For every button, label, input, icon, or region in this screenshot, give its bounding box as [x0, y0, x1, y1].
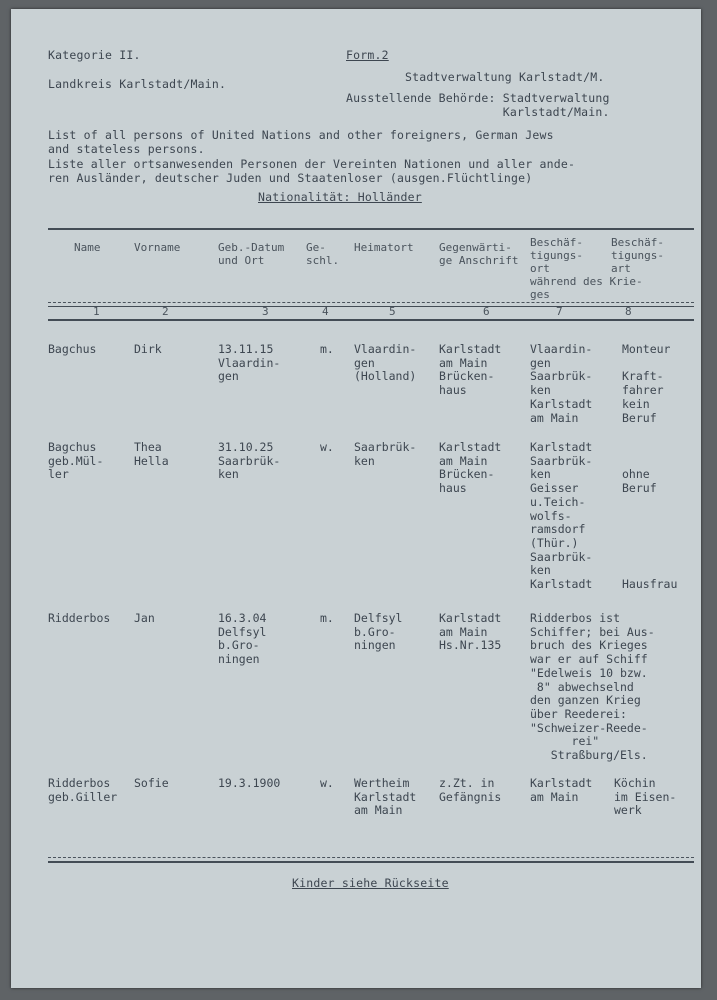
table-row-cell-anschrift: z.Zt. in Gefängnis — [439, 776, 502, 804]
table-row-cell-geburt: 16.3.04 Delfsyl b.Gro- ningen — [218, 611, 267, 667]
table-row-cell-anschrift: Karlstadt am Main Hs.Nr.135 — [439, 611, 502, 653]
intro-german: Liste aller ortsanwesenden Personen der Vereinten Nationen und aller ande- ren Ausländer, deutscher Juden und Staatenloser (ausgen.Flüchtlinge) — [48, 157, 576, 185]
table-row-cell-vorname: Jan — [134, 611, 155, 625]
column-number-3: 3 — [262, 305, 269, 318]
table-top-rule — [48, 228, 694, 230]
table-row-cell-vorname: Dirk — [134, 342, 162, 356]
column-header-heimatort: Heimatort — [354, 241, 414, 254]
column-header-vorname: Vorname — [134, 241, 181, 254]
table-row-cell-beschaeftigungsart: Monteur Kraft- fahrer kein Beruf — [622, 342, 671, 425]
number-row-rule — [48, 319, 694, 321]
nationality-heading: Nationalität: Holländer — [258, 190, 422, 204]
issuing-authority: Ausstellende Behörde: Stadtverwaltung Karlstadt/Main. — [346, 91, 610, 119]
header-rule — [48, 306, 694, 307]
table-row-cell-beschaeftigungsort: Ridderbos ist Schiffer; bei Aus- bruch des Krieges war er auf Schiff "Edelweis 10 bzw. 8" abwechselnd den ganzen Krieg über Reederei: "Schweizer-Reede- rei" Straßburg/Els. — [530, 611, 655, 763]
column-header-beschaeftigungsort: Beschäf- tigungs- ort während des Krie- ges — [530, 236, 643, 301]
table-row-cell-geburt: 19.3.1900 — [218, 776, 281, 790]
column-number-8: 8 — [625, 305, 632, 318]
table-row-cell-geschlecht: w. — [320, 776, 334, 790]
table-row-cell-geschlecht: w. — [320, 440, 334, 454]
table-row-cell-geschlecht: m. — [320, 342, 334, 356]
column-header-name: Name — [74, 241, 101, 254]
header-dashed-rule — [48, 302, 694, 303]
table-row-cell-anschrift: Karlstadt am Main Brücken- haus — [439, 440, 502, 496]
table-row-cell-beschaeftigungsart: Köchin im Eisen- werk — [614, 776, 677, 818]
table-row-cell-beschaeftigungsort: Karlstadt am Main — [530, 776, 593, 804]
table-row-cell-name: Bagchus geb.Mül- ler — [48, 440, 104, 482]
column-number-1: 1 — [93, 305, 100, 318]
table-bottom-dashed-rule — [48, 857, 694, 858]
table-row-cell-geburt: 13.11.15 Vlaardin- gen — [218, 342, 281, 384]
table-row-cell-name: Bagchus — [48, 342, 97, 356]
column-number-4: 4 — [322, 305, 329, 318]
column-header-geburtsdatum: Geb.-Datum und Ort — [218, 241, 285, 267]
table-row-cell-vorname: Sofie — [134, 776, 169, 790]
column-header-anschrift: Gegenwärti- ge Anschrift — [439, 241, 519, 267]
table-row-cell-beschaeftigungsart: ohne Beruf Hausfrau — [622, 467, 678, 592]
table-row-cell-name: Ridderbos — [48, 611, 111, 625]
table-row-cell-geschlecht: m. — [320, 611, 334, 625]
column-number-7: 7 — [556, 305, 563, 318]
footer-note: Kinder siehe Rückseite — [292, 876, 449, 890]
table-row-cell-name: Ridderbos geb.Giller — [48, 776, 118, 804]
table-row-cell-heimatort: Vlaardin- gen (Holland) — [354, 342, 417, 384]
column-number-5: 5 — [389, 305, 396, 318]
table-row-cell-geburt: 31.10.25 Saarbrük- ken — [218, 440, 281, 482]
table-row-cell-anschrift: Karlstadt am Main Brücken- haus — [439, 342, 502, 398]
table-row-cell-heimatort: Saarbrük- ken — [354, 440, 417, 468]
intro-english: List of all persons of United Nations and other foreigners, German Jews and stateless persons. — [48, 128, 554, 156]
district-label: Landkreis Karlstadt/Main. — [48, 77, 227, 91]
table-row-cell-vorname: Thea Hella — [134, 440, 169, 468]
column-header-beschaeftigungsart: Beschäf- tigungs- art — [611, 236, 664, 275]
city-administration: Stadtverwaltung Karlstadt/M. — [405, 70, 605, 84]
column-number-2: 2 — [162, 305, 169, 318]
column-number-6: 6 — [483, 305, 490, 318]
column-header-geschlecht: Ge- schl. — [306, 241, 340, 267]
table-row-cell-beschaeftigungsort: Vlaardin- gen Saarbrük- ken Karlstadt am Main — [530, 342, 593, 425]
table-row-cell-heimatort: Delfsyl b.Gro- ningen — [354, 611, 403, 653]
table-row-cell-beschaeftigungsort: Karlstadt Saarbrük- ken Geisser u.Teich- wolfs- ramsdorf (Thür.) Saarbrük- ken Karlstadt — [530, 440, 593, 592]
table-bottom-rule — [48, 861, 694, 863]
category-label: Kategorie II. — [48, 48, 141, 62]
form-number: Form.2 — [346, 48, 389, 62]
table-row-cell-heimatort: Wertheim Karlstadt am Main — [354, 776, 417, 818]
